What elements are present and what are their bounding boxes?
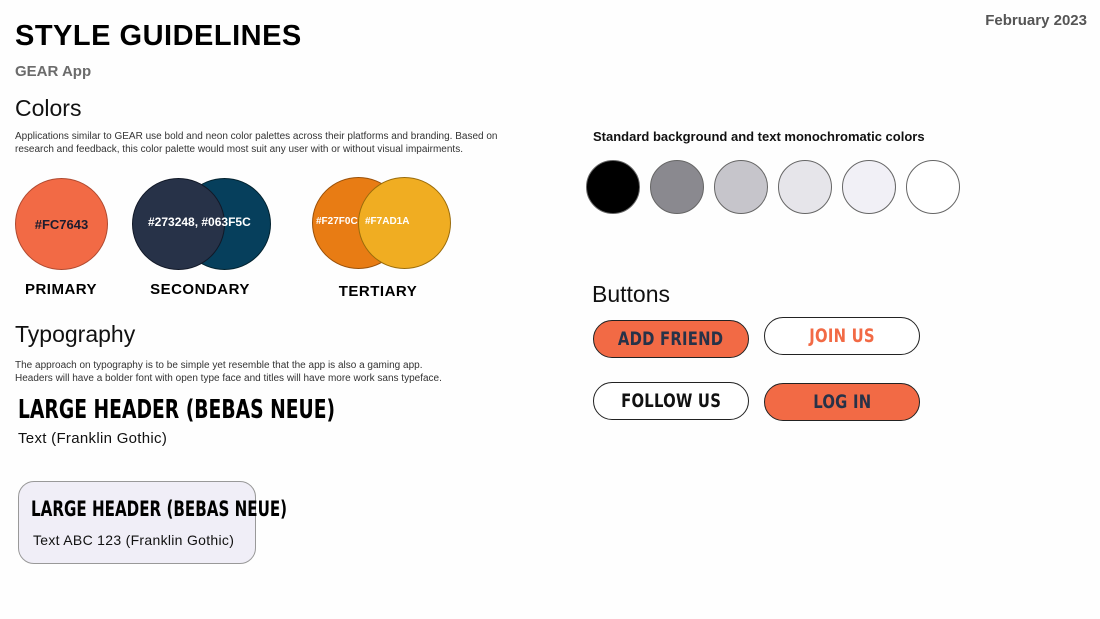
typography-description-line: Headers will have a bolder font with open type face and titles will have more work sans typeface. (15, 372, 442, 384)
monochrome-heading: Standard background and text monochromatic colors (593, 129, 925, 144)
mono-swatch-gray-dark (650, 160, 704, 214)
log-in-button[interactable] (764, 383, 920, 421)
mono-swatch-off-white (842, 160, 896, 214)
primary-label: PRIMARY (24, 281, 98, 298)
buttons-heading: Buttons (592, 281, 670, 307)
secondary-label: SECONDARY (150, 281, 250, 298)
tertiary-label: TERTIARY (338, 283, 418, 300)
large-header-sample-text: LARGE HEADER (BEBAS NEUE) (18, 395, 336, 425)
secondary-hex: #273248, #063F5C (148, 215, 251, 229)
tertiary-hex-b: #F7AD1A (365, 216, 410, 227)
card-text: Text ABC 123 (Franklin Gothic) (33, 532, 235, 548)
tertiary-hex-a: #F27F0C (316, 216, 358, 227)
typography-card (18, 481, 288, 564)
primary-hex: #FC7643 (34, 216, 89, 232)
primary-color-swatch (15, 178, 108, 270)
mono-swatch-gray-light (778, 160, 832, 214)
page-subtitle: GEAR App (15, 63, 92, 80)
add-friend-button[interactable] (593, 320, 749, 358)
text-sample: Text (Franklin Gothic) (18, 430, 168, 447)
mono-swatch-white (906, 160, 960, 214)
follow-us-button[interactable] (593, 382, 749, 420)
mono-swatch-gray (714, 160, 768, 214)
join-us-button-label: JOIN US (809, 325, 875, 347)
page-title: STYLE GUIDELINES (15, 20, 302, 52)
colors-heading: Colors (15, 95, 82, 121)
join-us-button[interactable] (764, 317, 920, 355)
card-header-text: LARGE HEADER (BEBAS NEUE) (31, 497, 288, 521)
card-header (31, 497, 387, 522)
follow-us-button-label: FOLLOW US (620, 390, 722, 412)
mono-swatch-black (586, 160, 640, 214)
colors-description-line: Applications similar to GEAR use bold and neon color palettes across their platforms and branding. Based on (15, 131, 498, 142)
log-in-button-label: LOG IN (812, 391, 872, 413)
typography-description (15, 360, 535, 385)
typography-description-line: The approach on typography is to be simple yet resemble that the app is also a gaming app. (15, 360, 423, 371)
add-friend-button-label: ADD FRIEND (618, 328, 724, 350)
colors-description-line: research and feedback, this color palette would most suit any user with or without visual impairments. (15, 143, 463, 155)
typography-heading: Typography (15, 321, 136, 347)
date-label: February 2023 (985, 12, 1087, 29)
large-header-sample (18, 394, 458, 425)
colors-description (15, 131, 535, 156)
